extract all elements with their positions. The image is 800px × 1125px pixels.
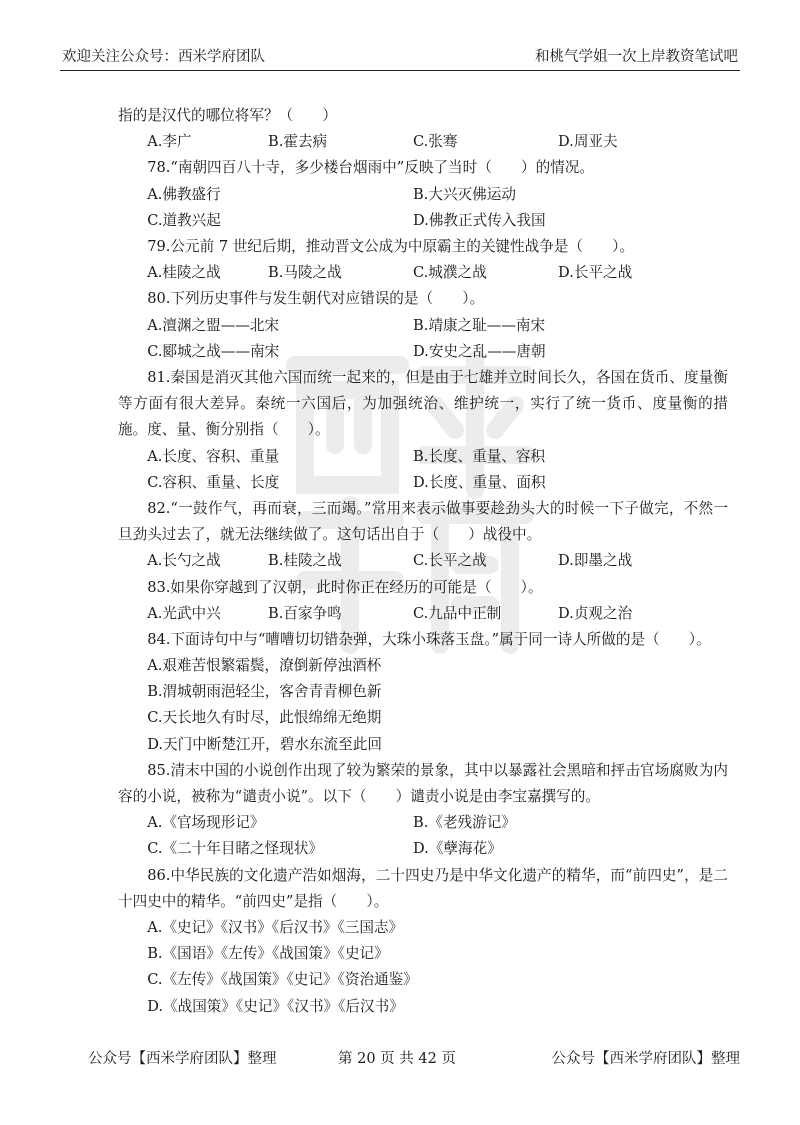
q86-stem: 86.中华民族的文化遗产浩如烟海，二十四史乃是中华文化遗产的精华，而“前四史”，是二十四史中的精华。“前四史”是指（ ）。 [118,866,728,910]
option: B.霍去病 [268,133,328,151]
q78-options-row2 [118,208,728,234]
q79-stem: 79.公元前 7 世纪后期，推动晋文公成为中原霸主的关键性战争是（ ）。 [147,237,635,255]
option: C.长平之战 [413,552,487,570]
footer-right-text: 公众号【西米学府团队】整理 [551,1051,740,1067]
q84-stem: 84.下面诗句中与“嘈嘈切切错杂弹，大珠小珠落玉盘。”属于同一诗人所做的是（ ）。 [147,630,711,648]
option: D.天门中断楚江开，碧水东流至此回 [147,735,382,753]
option: B.马陵之战 [268,264,342,282]
option: C.九品中正制 [413,604,502,622]
option: B.靖康之耻——南宋 [413,316,546,334]
header-left-text: 欢迎关注公众号：西米学府团队 [62,49,265,65]
header-right-text: 和桃气学姐一次上岸教资笔试吧 [535,49,738,65]
option: A.澶渊之盟——北宋 [147,316,280,334]
option: C.郾城之战——南宋 [147,342,280,360]
q80-options-row1 [118,313,728,339]
option: C.城濮之战 [413,264,487,282]
option: C.容积、重量、长度 [147,473,280,491]
option: D.周亚夫 [558,133,618,151]
q83-options [118,601,728,627]
page-footer [60,1047,740,1069]
q85-options-row2 [118,836,728,862]
option: D.长度、重量、面积 [413,473,546,491]
q83-stem: 83.如果你穿越到了汉朝，此时你正在经历的可能是（ ）。 [147,578,543,596]
option: D.即墨之战 [558,552,633,570]
option: A.桂陵之战 [147,264,221,282]
q82-options [118,548,728,574]
option: B.大兴灭佛运动 [413,185,516,203]
q77-options [118,129,728,155]
exam-content [118,103,728,1020]
footer-left-text: 公众号【西米学府团队】整理 [88,1051,277,1067]
q80-stem: 80.下列历史事件与发生朝代对应错误的是（ ）。 [147,290,485,308]
option: D.佛教正式传入我国 [413,211,546,229]
option: D.长平之战 [558,264,633,282]
q77-tail: 指的是汉代的哪位将军？（ ） [118,107,337,124]
option: D.贞观之治 [558,604,633,622]
page-number: 第 20 页 共 42 页 [338,1051,456,1067]
option: B.《老残游记》 [413,814,516,832]
q81-stem: 81.秦国是消灭其他六国而统一起来的，但是由于七雄并立时间长久，各国在货币、度量衡等方面有很大差异。秦统一六国后，为加强统治、维护统一，实行了统一货币、度量衡的措施。度、量、衡分别指（ ）。 [118,368,728,439]
q85-stem: 85.清末中国的小说创作出现了较为繁荣的景象，其中以暴露社会黑暗和抨击官场腐败为内容的小说，被称为“谴责小说”。以下（ ）谴责小说是由李宝嘉撰写的。 [118,761,728,806]
q81-options-row2 [118,470,728,496]
option: C.《二十年目睹之怪现状》 [147,840,324,858]
q82-stem: 82.“一鼓作气，再而衰，三而竭。”常用来表示做事要趁劲头大的时候一下子做完，不然一旦劲头过去了，就无法继续做了。这句话出自于（ ）战役中。 [118,499,728,544]
option: A.佛教盛行 [147,185,221,203]
option: B.百家争鸣 [268,604,342,622]
option: A.《官场现形记》 [147,814,265,832]
option: D.安史之乱——唐朝 [413,342,546,360]
option: D.《孽海花》 [413,840,502,858]
option: B.桂陵之战 [268,552,342,570]
q79-options [118,260,728,286]
option: A.光武中兴 [147,604,221,622]
option: A.李广 [147,133,192,151]
option: C.《左传》《战国策》《史记》《资治通鉴》 [147,971,418,989]
option: A.长度、容积、重量 [147,447,280,465]
option: C.道教兴起 [147,211,221,229]
option: C.天长地久有时尽，此恨绵绵无绝期 [147,709,382,727]
option: D.《战国策》《史记》《汉书》《后汉书》 [147,997,404,1015]
option: A.长勺之战 [147,552,221,570]
q85-options-row1 [118,810,728,836]
option: A.艰难苦恨繁霜鬓，潦倒新停浊酒杯 [147,657,382,675]
page-header [60,44,740,71]
option: B.长度、重量、容积 [413,447,546,465]
q78-options-row1 [118,182,728,208]
q80-options-row2 [118,339,728,365]
option: B.渭城朝雨浥轻尘，客舍青青柳色新 [147,683,382,701]
q78-stem: 78.“南朝四百八十寺，多少楼台烟雨中”反映了当时（ ）的情况。 [147,159,594,177]
option: A.《史记》《汉书》《后汉书》《三国志》 [147,919,404,937]
option: C.张骞 [413,133,458,151]
q81-options-row1 [118,444,728,470]
option: B.《国语》《左传》《战国策》《史记》 [147,945,389,963]
